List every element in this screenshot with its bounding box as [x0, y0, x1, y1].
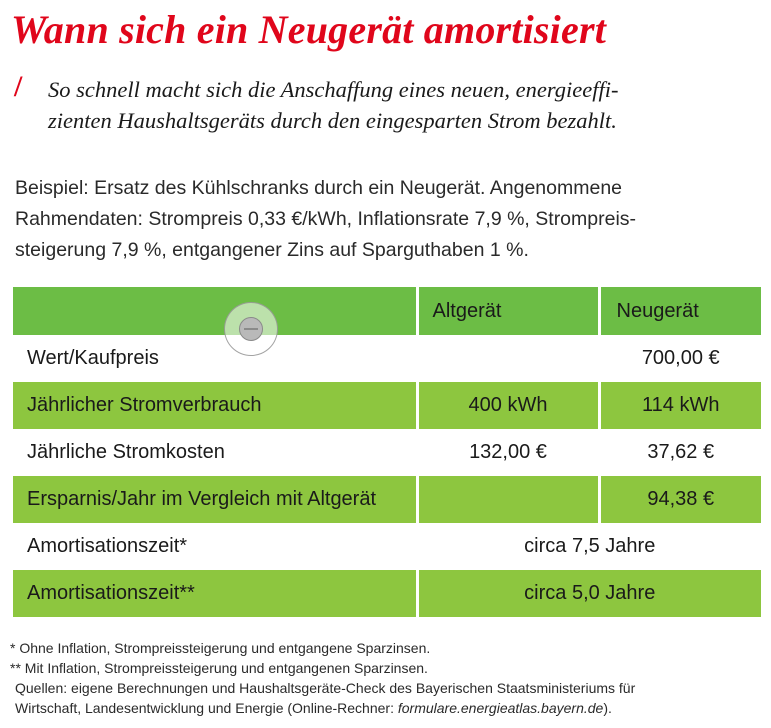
row-alt-wert	[417, 335, 599, 382]
slash-mark: /	[14, 70, 23, 103]
table-row	[13, 570, 761, 617]
table-row	[13, 476, 761, 523]
intro-line-2: Rahmendaten: Strompreis 0,33 €/kWh, Inflationsrate 7,9 %, Strompreis-	[15, 208, 637, 230]
footnote-2: ** Mit Inflation, Strompreissteigerung und entgangenen Sparzinsen.	[10, 660, 428, 676]
table-row	[13, 523, 761, 570]
source-line-1: Quellen: eigene Berechnungen und Haushaltsgeräte-Check des Bayerischen Staatsministeriums für	[15, 680, 636, 696]
row-label-wert: Wert/Kaufpreis	[13, 335, 417, 382]
intro-line-1: Beispiel: Ersatz des Kühlschranks durch ein Neugerät. Angenommene	[15, 177, 623, 199]
row-neu-verbrauch: 114 kWh	[599, 382, 761, 429]
row-label-amortisation-2: Amortisationszeit**	[13, 570, 417, 617]
row-value-amortisation-1: circa 7,5 Jahre	[417, 523, 761, 570]
row-neu-ersparnis: 94,38 €	[599, 476, 761, 523]
table-row	[13, 429, 761, 476]
row-neu-wert: 700,00 €	[599, 335, 761, 382]
row-alt-ersparnis	[417, 476, 599, 523]
cursor-dot-icon	[239, 317, 263, 341]
row-neu-kosten: 37,62 €	[599, 429, 761, 476]
header-cell-label	[13, 287, 417, 335]
source-suffix: ).	[603, 700, 612, 716]
table-header-row	[13, 287, 761, 335]
page-title: Wann sich ein Neugerät amortisiert	[11, 7, 607, 52]
row-value-amortisation-2: circa 5,0 Jahre	[417, 570, 761, 617]
footnotes	[10, 638, 765, 718]
source-line-2	[10, 698, 765, 718]
row-label-kosten: Jährliche Stromkosten	[13, 429, 417, 476]
intro-line-3: steigerung 7,9 %, entgangener Zins auf Sparguthaben 1 %.	[15, 239, 529, 261]
table-row	[13, 335, 761, 382]
source-url: formulare.energieatlas.bayern.de	[397, 700, 604, 716]
subtitle-line-2: zienten Haushaltsgeräts durch den eingesparten Strom bezahlt.	[48, 108, 617, 133]
subtitle-line-1: So schnell macht sich die Anschaffung eines neuen, energieeffi-	[48, 77, 619, 102]
row-alt-verbrauch: 400 kWh	[417, 382, 599, 429]
cursor-indicator-icon	[224, 302, 278, 356]
header-cell-neugeraet: Neugerät	[599, 287, 761, 335]
footnote-1: * Ohne Inflation, Strompreissteigerung und entgangene Sparzinsen.	[10, 640, 431, 656]
row-label-ersparnis: Ersparnis/Jahr im Vergleich mit Altgerät	[13, 476, 417, 523]
row-alt-kosten: 132,00 €	[417, 429, 599, 476]
subtitle	[14, 70, 754, 136]
table-row	[13, 382, 761, 429]
comparison-table	[13, 287, 761, 617]
cursor-line	[244, 328, 258, 330]
source-prefix: Wirtschaft, Landesentwicklung und Energie (Online-Rechner:	[15, 700, 398, 716]
intro-text	[15, 173, 760, 266]
header-cell-altgeraet: Altgerät	[417, 287, 599, 335]
row-label-amortisation-1: Amortisationszeit*	[13, 523, 417, 570]
row-label-verbrauch: Jährlicher Stromverbrauch	[13, 382, 417, 429]
